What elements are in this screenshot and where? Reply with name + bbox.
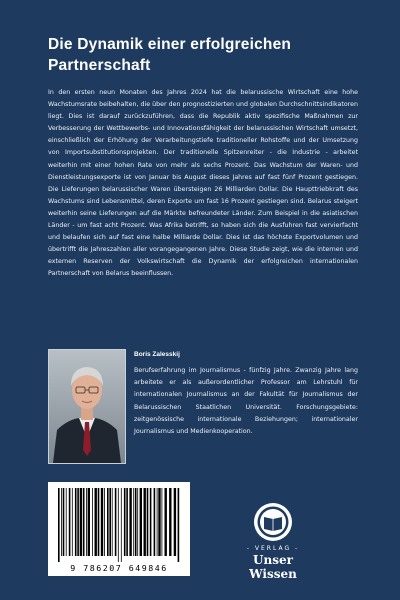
barcode-bar bbox=[95, 488, 97, 556]
barcode-bar bbox=[118, 488, 119, 562]
barcode-bars bbox=[48, 486, 190, 564]
barcode-bar bbox=[77, 488, 79, 556]
barcode-bar bbox=[86, 488, 87, 556]
barcode-bar bbox=[135, 488, 137, 556]
barcode-bar bbox=[83, 488, 85, 556]
barcode-bar bbox=[150, 488, 152, 556]
barcode-bar bbox=[61, 488, 62, 556]
barcode-bar bbox=[147, 488, 149, 556]
barcode-bar bbox=[162, 488, 163, 556]
barcode-bar bbox=[115, 488, 117, 556]
book-description: In den ersten neun Monaten des Jahres 2024 hat die belarussische Wirtschaft eine hohe Wachstumsrate beibehalten, die über den prognostizierten und globalen Durchschnittsindikatoren liegt. Dies ist darauf zurückzuführen, dass die Republik aktiv spezifische Maßnahmen zur Verbesserung der Wettbewerbs- und Innovationsfähigkeit der belarussischen Wirtschaft umsetzt, einschließlich der Erhöhung der Verarbeitungstiefe traditioneller Rohstoffe und der Umsetzung von Importsubstitutionsprojekten. Der traditionelle Spitzenreiter - die Industrie - arbeitet weiterhin mit einer hohen Rate von mehr als sechs Prozent. Das Wachstum der Waren- und Dienstleistungsexporte ist von Januar bis August dieses Jahres auf fast fünf Prozent gestiegen. Die Lieferungen belarussischer Waren übersteigen 26 Milliarden Dollar. Die Haupttriebkraft des Wachstums sind Lebensmittel, deren Exporte um fast 16 Prozent gestiegen sind. Belarus steigert weiterhin seine Lieferungen auf die Märkte befreundeter Länder. Zum Beispiel in die asiatischen Länder - um fast acht Prozent. Was Afrika betrifft, so haben sich die Ausfuhren fast vervierfacht und belaufen sich auf fast eine halbe Milliarde Dollar. Dies ist das höchste Exportvolumen und übertrifft die Jahreszahlen aller vorangegangenen Jahre. Diese Studie zeigt, wie die internen und externen Reserven der Volkswirtschaft die Dynamik der erfolgreichen internationalen Partnerschaft von Belarus beeinflussen. bbox=[48, 89, 358, 278]
barcode-bar bbox=[165, 488, 167, 556]
barcode-bar bbox=[154, 488, 156, 556]
barcode-bar bbox=[109, 488, 111, 556]
barcode-bar bbox=[98, 488, 100, 556]
author-name: Boris Zalesskij bbox=[134, 351, 180, 358]
verlag-label: - VERLAG - bbox=[246, 545, 300, 552]
barcode-bar bbox=[140, 488, 142, 556]
isbn-barcode bbox=[48, 482, 190, 576]
author-photo bbox=[48, 349, 126, 464]
barcode-bar bbox=[178, 488, 180, 562]
barcode-bar bbox=[63, 488, 65, 556]
barcode-bar bbox=[174, 488, 176, 556]
barcode-bar bbox=[121, 488, 122, 562]
isbn-digits: 9 786207 649846 bbox=[70, 563, 168, 573]
publisher-block bbox=[228, 502, 318, 581]
barcode-bar bbox=[169, 488, 171, 556]
barcode-bar bbox=[104, 488, 105, 556]
barcode-bar bbox=[137, 488, 138, 556]
book-seal-icon bbox=[253, 502, 293, 542]
barcode-bar bbox=[58, 488, 60, 562]
barcode-bar bbox=[66, 488, 67, 556]
barcode-bar bbox=[75, 488, 77, 556]
barcode-bar bbox=[80, 488, 82, 556]
barcode-bar bbox=[92, 488, 93, 556]
barcode-bar bbox=[129, 488, 131, 556]
barcode-bar bbox=[69, 488, 71, 556]
barcode-bar bbox=[144, 488, 146, 556]
barcode-bar bbox=[124, 488, 126, 556]
barcode-bar bbox=[107, 488, 109, 556]
barcode-bar bbox=[112, 488, 113, 556]
publisher-name: Unser Wissen bbox=[249, 553, 297, 581]
barcode-bar bbox=[101, 488, 103, 556]
barcode-bar bbox=[158, 488, 160, 556]
barcode-bar bbox=[157, 488, 158, 556]
barcode-bar bbox=[133, 488, 134, 556]
barcode-bar bbox=[126, 488, 128, 556]
author-bio: Berufserfahrung im Journalismus - fünfzig Jahre. Zwanzig Jahre lang arbeitete er als außerordentlicher Professor am Lehrstuhl für internationalen Journalismus an der Fakultät für Journalismus der Belarussischen Staatlichen Universität. Forschungsgebiete: zeitgenössische internationale Beziehungen; internationaler Journalismus und Medienkooperation. bbox=[134, 367, 358, 436]
book-title: Die Dynamik einer erfolgreichen Partnerschaft bbox=[48, 36, 292, 74]
barcode-bar bbox=[88, 488, 90, 556]
barcode-bar bbox=[72, 488, 73, 556]
